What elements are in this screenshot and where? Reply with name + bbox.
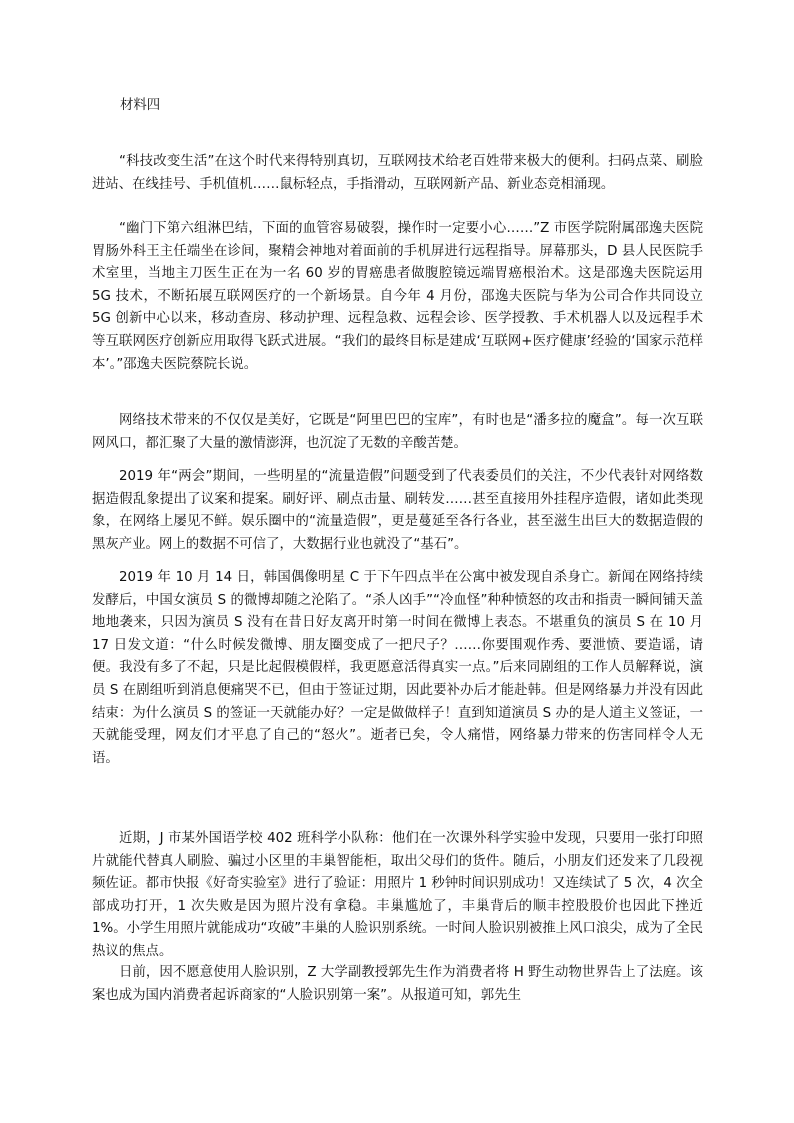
paragraph-face-recognition-cabinet: 近期，J 市某外国语学校 402 班科学小队称：他们在一次课外科学实验中发现，只要用一张打印照片就能代替真人刷脸、骗过小区里的丰巢智能柜，取出父母们的货件。随后，小朋友们还发来了几段视频佐证。都市快报《好奇实验室》进行了验证：用照片 1 秒钟时间识别成功！又连续试了 5 次，4 次全部成功打开，1 次失败是因为照片没有拿稳。丰巢尴尬了，丰巢背后的顺丰控股股价也因此下挫近 1%。小学生用照片就能成功“攻破”丰巢的人脸识别系统。一时间人脸识别被推上风口浪尖，成为了全民热议的焦点。	[92, 831, 703, 959]
paragraph-pandora-box: 网络技术带来的不仅仅是美好，它既是“阿里巴巴的宝库”，有时也是“潘多拉的魔盒”。每一次互联网风口，都汇聚了大量的激情澎湃，也沉淀了无数的辛酸苦楚。	[92, 413, 703, 451]
paragraph-face-recognition-lawsuit: 日前，因不愿意使用人脸识别，Z 大学副教授郭先生作为消费者将 H 野生动物世界告上了法庭。该案也成为国内消费者起诉商家的“人脸识别第一案”。从报道可知，郭先生	[92, 965, 703, 1003]
paragraph-cyber-violence: 2019 年 10 月 14 日，韩国偶像明星 C 于下午四点半在公寓中被发现自杀身亡。新闻在网络持续发酵后，中国女演员 S 的微博却随之沦陷了。“杀人凶手”“冷血怪”种种愤怒的攻击和指责一瞬间铺天盖地地袭来，只因为演员 S 没有在昔日好友离开时第一时间在微博上表态。不堪重负的演员 S 在 10 月 17 日发文道：“什么时候发微博、朋友圈变成了一把尺子？……你要围观作秀、要泄愤、要造谣，请便。我没有多了不起，只是比起假模假样，我更愿意活得真实一点。”后来同剧组的工作人员解释说，演员 S 在剧组听到消息便痛哭不已，但由于签证过期，因此要补办后才能赴韩。但是网络暴力并没有因此结束：为什么演员 S 的签证一天就能办好？一定是做做样子！直到知道演员 S 办的是人道主义签证，一天就能受理，网友们才平息了自己的“怒火”。逝者已矣，令人痛惜，网络暴力带来的伤害同样令人无语。	[92, 570, 703, 766]
paragraph-remote-surgery: “幽门下第六组淋巴结，下面的血管容易破裂，操作时一定要小心……”Z 市医学院附属邵逸夫医院胃肠外科王主任端坐在诊间，聚精会神地对着面前的手机屏进行远程指导。屏幕那头，D 县人民医院手术室里，当地主刀医生正在为一名 60 岁的胃癌患者做腹腔镜远端胃癌根治术。这是邵逸夫医院运用 5G 技术，不断拓展互联网医疗的一个新场景。自今年 4 月份，邵逸夫医院与华为公司合作共同设立 5G 创新中心以来，移动查房、移动护理、远程急救、远程会诊、医学授教、手术机器人以及远程手术等互联网医疗创新应用取得飞跃式进展。“我们的最终目标是建成‘互联网+医疗健康’经验的‘国家示范样本’。”邵逸夫医院蔡院长说。	[92, 221, 703, 372]
paragraph-tech-life: “科技改变生活”在这个时代来得特别真切，互联网技术给老百姓带来极大的便利。扫码点菜、刷脸进站、在线挂号、手机值机……鼠标轻点，手指滑动，互联网新产品、新业态竞相涌现。	[92, 154, 703, 192]
paragraph-traffic-fraud: 2019 年“两会”期间，一些明星的“流量造假”问题受到了代表委员们的关注，不少代表针对网络数据造假乱象提出了议案和提案。刷好评、刷点击量、刷转发……甚至直接用外挂程序造假，诸如此类现象，在网络上屡见不鲜。娱乐圈中的“流量造假”，更是蔓延至各行各业，甚至滋生出巨大的数据造假的黑灰产业。网上的数据不可信了，大数据行业也就没了“基石”。	[92, 469, 703, 552]
material-heading: 材料四	[120, 98, 161, 113]
